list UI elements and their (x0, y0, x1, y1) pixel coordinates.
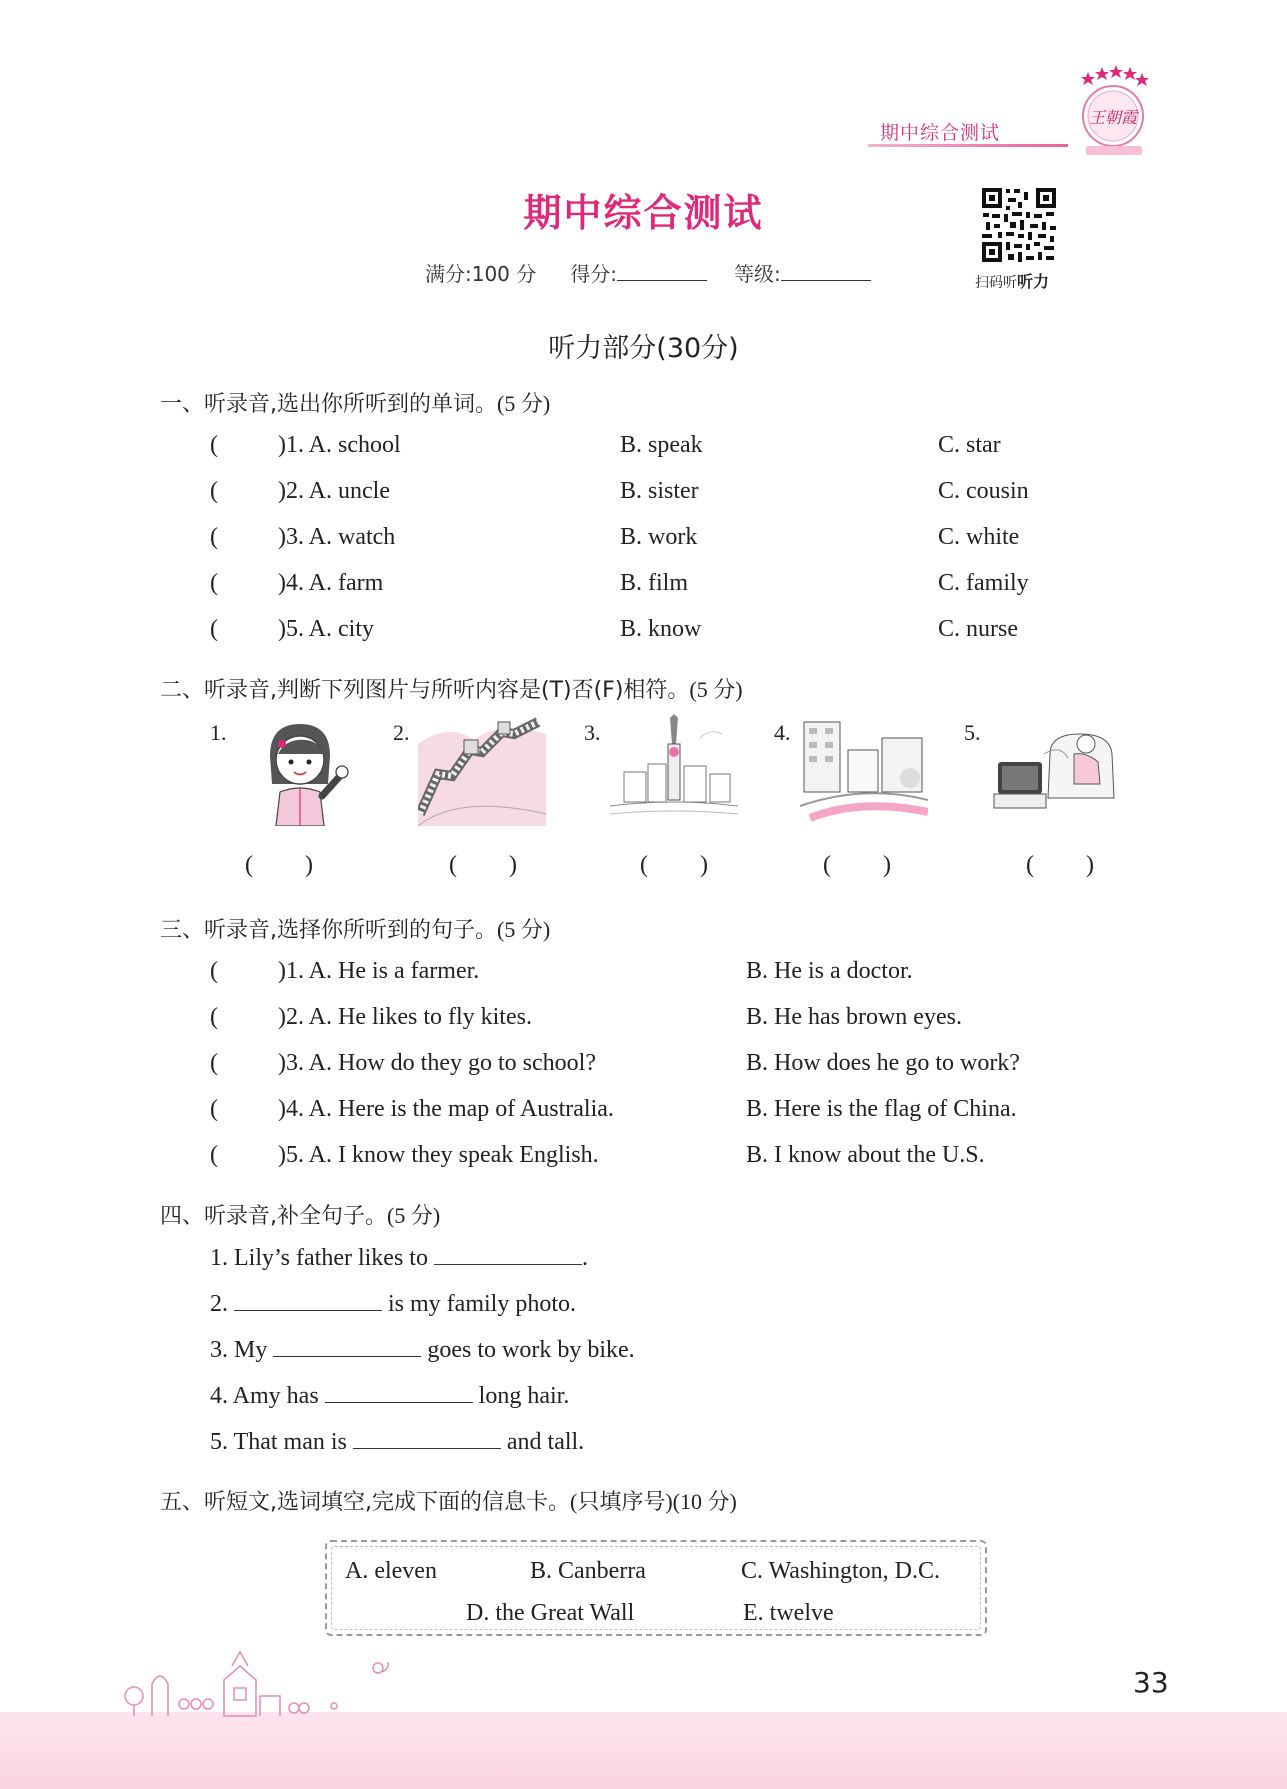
answer-paren[interactable]: ( (210, 616, 218, 642)
option-c: C. star (938, 432, 1001, 458)
sentence-b: B. Here is the flag of China. (746, 1096, 1017, 1122)
option-a: )1. A. school (278, 432, 401, 458)
section3-points: (5 分) (497, 917, 551, 942)
section4-heading-text: 四、听录音,补全句子。 (160, 1204, 387, 1229)
answer-paren[interactable]: ( (210, 432, 218, 458)
sentence-end: long hair. (478, 1383, 570, 1409)
list-item (210, 1096, 614, 1123)
option-a: )4. A. farm (278, 570, 384, 596)
fill-blank[interactable] (234, 1290, 382, 1311)
section4-heading (160, 1199, 440, 1230)
picture-number: 3. (584, 720, 601, 745)
page-title: 期中综合测试 (523, 191, 764, 235)
footer-band (0, 1712, 1287, 1789)
picture-number: 2. (393, 720, 410, 745)
word-option-d: D. the Great Wall (466, 1600, 635, 1626)
sentence-end: is my family photo. (388, 1291, 576, 1317)
sentence-a: )4. A. Here is the map of Australia. (278, 1096, 614, 1122)
sentence-start: 2. (210, 1291, 228, 1317)
option-b: B. know (620, 616, 702, 642)
sentence-start: 3. My (210, 1337, 268, 1363)
qr-label (975, 269, 1049, 292)
fill-blank[interactable] (273, 1336, 421, 1357)
qr-code-icon[interactable] (980, 186, 1058, 264)
sentence-start: 5. That man is (210, 1429, 347, 1455)
option-b: B. speak (620, 432, 703, 458)
page-number: 33 (1133, 1666, 1169, 1699)
sentence-a: )1. A. He is a farmer. (278, 958, 480, 984)
option-c: C. family (938, 570, 1029, 596)
sentence-start: 1. Lily’s father likes to (210, 1245, 428, 1271)
qr-label-small: 扫码听 (975, 275, 1017, 291)
list-item (210, 1428, 584, 1456)
picture-number: 4. (774, 720, 791, 745)
score-line (425, 258, 893, 287)
school-building-icon (800, 714, 928, 826)
word-option-c: C. Washington, D.C. (741, 1558, 940, 1584)
option-c: C. cousin (938, 478, 1029, 504)
section3-heading (160, 913, 550, 944)
answer-paren[interactable]: ( (210, 958, 218, 984)
section1-points: (5 分) (497, 391, 551, 416)
option-b: B. film (620, 570, 689, 596)
section1-heading-text: 一、听录音,选出你所听到的单词。 (160, 392, 497, 417)
list-item (210, 478, 390, 505)
qr-label-bold: 听力 (1017, 272, 1050, 291)
list-item (210, 958, 479, 985)
sentence-end: and tall. (506, 1429, 585, 1455)
fill-blank[interactable] (325, 1382, 473, 1403)
listening-part-title: 听力部分(30分) (548, 333, 739, 364)
section2-points: (5 分) (689, 677, 743, 702)
fill-blank[interactable] (353, 1428, 501, 1449)
sentence-b: B. He has brown eyes. (746, 1004, 962, 1030)
option-b: B. work (620, 524, 698, 550)
list-item (210, 570, 383, 597)
sentence-end: goes to work by bike. (427, 1337, 635, 1363)
section4-points: (5 分) (387, 1203, 441, 1228)
section1-heading (160, 387, 550, 418)
word-option-a: A. eleven (345, 1558, 437, 1584)
sentence-b: B. How does he go to work? (746, 1050, 1020, 1076)
sentence-a: )2. A. He likes to fly kites. (278, 1004, 532, 1030)
list-item (210, 1244, 588, 1272)
word-option-b: B. Canberra (530, 1558, 646, 1584)
sentence-b: B. I know about the U.S. (746, 1142, 985, 1168)
option-a: )5. A. city (278, 616, 374, 642)
section3-heading-text: 三、听录音,选择你所听到的句子。 (160, 918, 497, 943)
word-bank-box (325, 1540, 987, 1636)
list-item (210, 1382, 569, 1410)
logo-text: 王朝霞 (1088, 108, 1138, 127)
answer-paren[interactable]: ( (210, 1142, 218, 1168)
answer-paren[interactable]: ( (210, 524, 218, 550)
sentence-end: . (581, 1245, 588, 1271)
list-item (210, 1142, 599, 1169)
answer-paren[interactable]: ( (210, 478, 218, 504)
section5-heading (160, 1485, 737, 1516)
sentence-b: B. He is a doctor. (746, 958, 913, 984)
answer-paren[interactable]: ( ) (640, 852, 708, 878)
score-label: 得分: (570, 262, 618, 286)
section5-heading-text: 五、听短文,选词填空,完成下面的信息卡。 (160, 1490, 570, 1515)
list-item (210, 1336, 635, 1364)
option-c: C. nurse (938, 616, 1018, 642)
grade-label: 等级: (734, 262, 781, 286)
sentence-a: )3. A. How do they go to school? (278, 1050, 596, 1076)
full-score: 满分:100 分 (425, 262, 537, 286)
answer-paren[interactable]: ( ) (823, 852, 891, 878)
great-wall-icon (418, 714, 546, 826)
answer-paren[interactable]: ( ) (1026, 852, 1094, 878)
score-blank[interactable] (617, 262, 707, 281)
option-a: )2. A. uncle (278, 478, 390, 504)
answer-paren[interactable]: ( ) (449, 852, 517, 878)
answer-paren[interactable]: ( (210, 1050, 218, 1076)
list-item (210, 1004, 532, 1031)
picture-number: 1. (210, 720, 227, 745)
list-item (210, 524, 395, 551)
castle-decoration-icon (120, 1648, 430, 1718)
section2-heading-text: 二、听录音,判断下列图片与所听内容是(T)否(F)相符。 (160, 678, 690, 703)
sentence-start: 4. Amy has (210, 1383, 319, 1409)
brand-logo-icon (1072, 62, 1154, 158)
girl-waving-icon (236, 714, 364, 826)
answer-paren[interactable]: ( ) (245, 852, 313, 878)
list-item (210, 432, 401, 459)
option-b: B. sister (620, 478, 699, 504)
option-a: )3. A. watch (278, 524, 396, 550)
picture-number: 5. (964, 720, 981, 745)
list-item (210, 616, 374, 643)
fill-blank[interactable] (434, 1244, 582, 1265)
city-skyline-icon (610, 714, 738, 826)
answer-paren[interactable]: ( (210, 570, 218, 596)
list-item (210, 1290, 576, 1318)
answer-paren[interactable]: ( (210, 1096, 218, 1122)
sentence-a: )5. A. I know they speak English. (278, 1142, 599, 1168)
section5-points: (只填序号)(10 分) (570, 1489, 737, 1514)
header-underline (868, 144, 1068, 147)
option-c: C. white (938, 524, 1020, 550)
list-item (210, 1050, 596, 1077)
section2-heading (160, 673, 743, 704)
word-option-e: E. twelve (743, 1600, 834, 1626)
grade-blank[interactable] (781, 262, 871, 281)
header-tag: 期中综合测试 (880, 122, 1001, 144)
tv-sofa-icon (990, 714, 1118, 826)
answer-paren[interactable]: ( (210, 1004, 218, 1030)
